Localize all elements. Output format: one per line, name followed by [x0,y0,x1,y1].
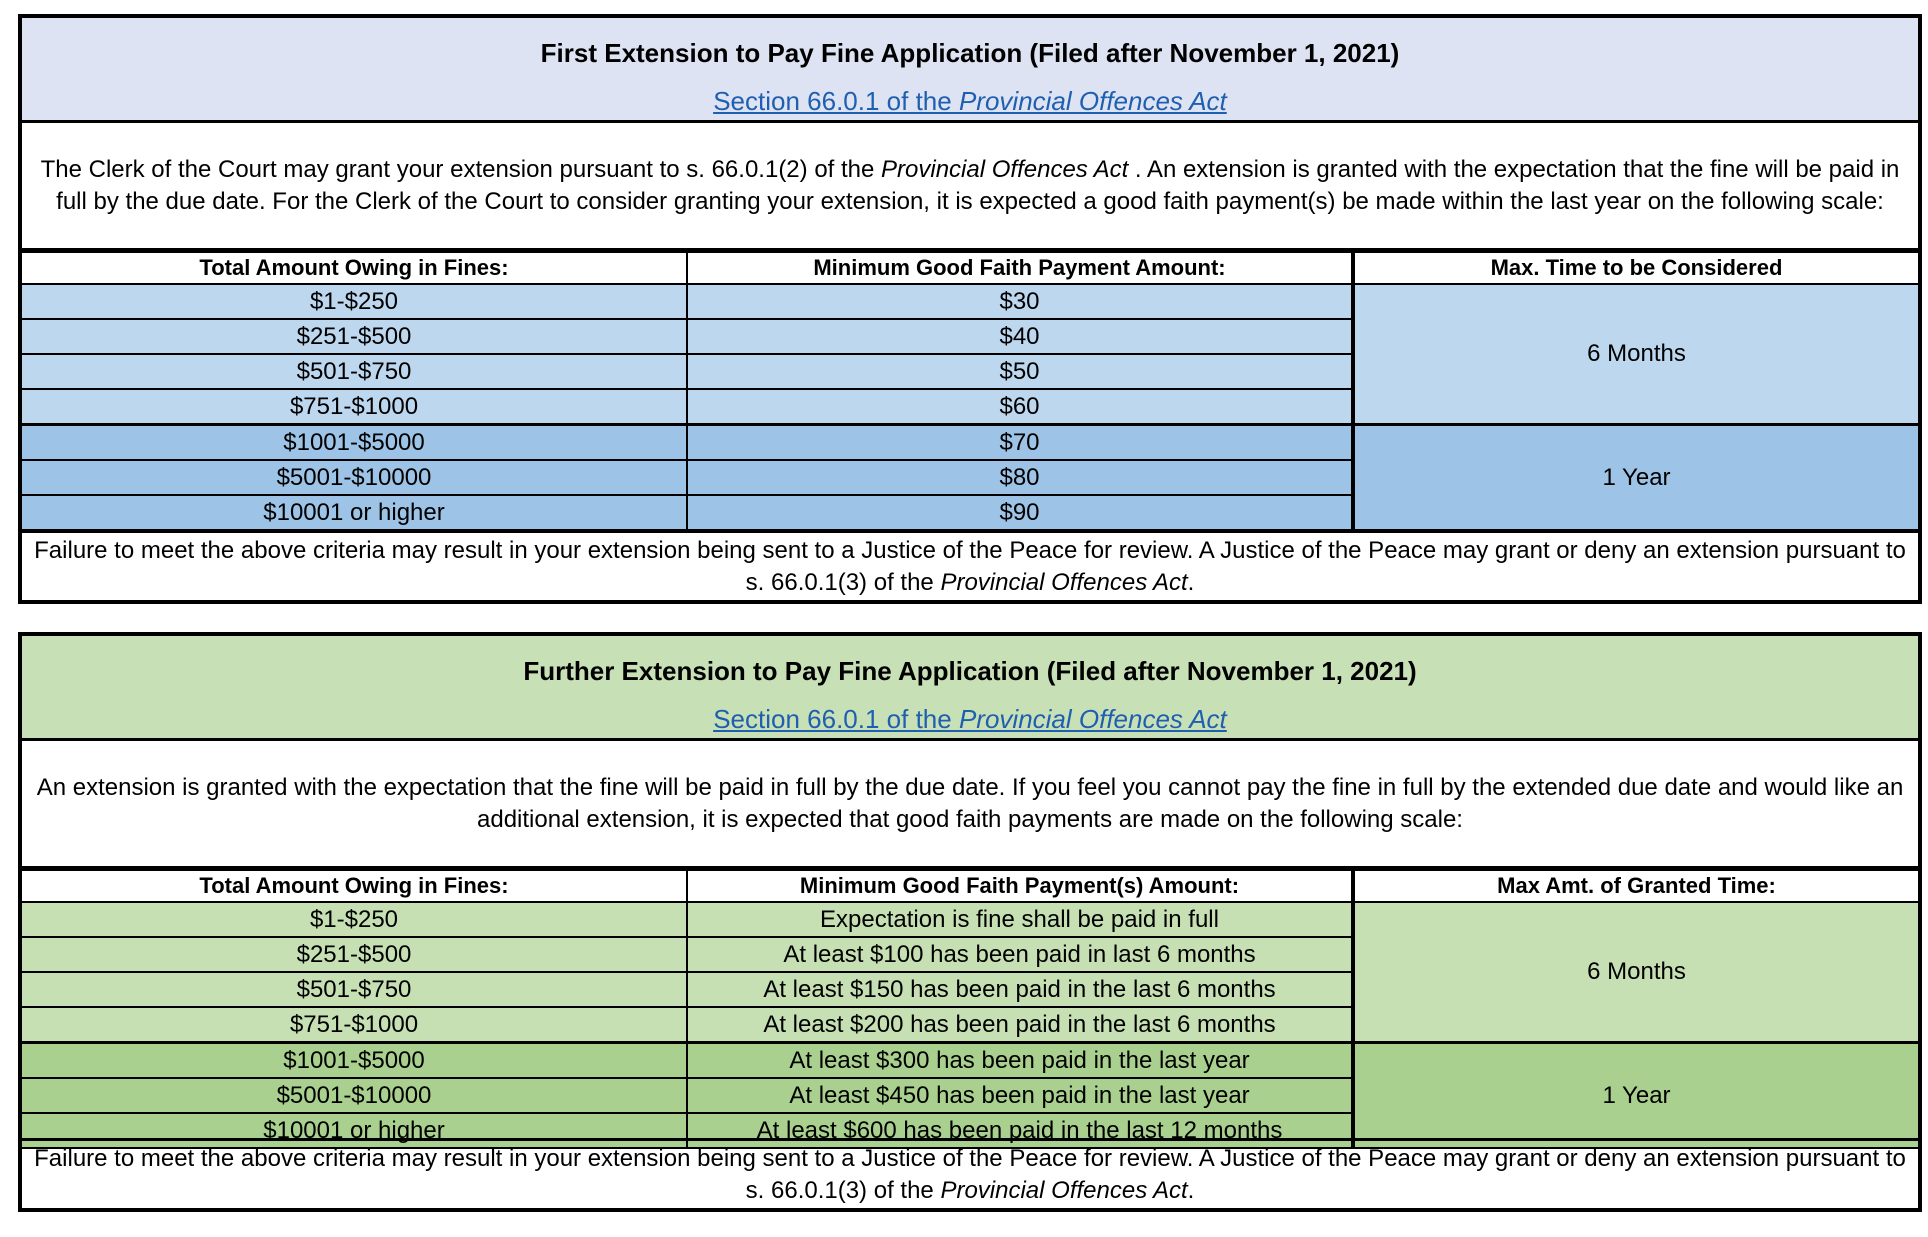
time-cell-group1: 6 Months [1353,902,1918,1043]
first-extension-title: First Extension to Pay Fine Application (Filed after November 1, 2021) [540,38,1400,68]
first-intro-act: Provincial Offences Act [881,155,1129,183]
column-header-time: Max Amt. of Granted Time: [1353,870,1918,902]
further-link-text: Section 66.0.1 of the [713,704,959,734]
table-row [22,284,1918,319]
column-header-total: Total Amount Owing in Fines: [22,252,687,284]
payment-cell: $40 [687,319,1353,354]
table-row [22,1043,1918,1079]
total-cell: $5001-$10000 [22,460,687,495]
payment-cell: At least $600 has been paid in the last 12 months [687,1113,1353,1148]
payment-cell: Expectation is fine shall be paid in full [687,902,1353,937]
payment-cell: $50 [687,354,1353,389]
further-footer-part-b: . [1187,1176,1195,1204]
total-cell: $10001 or higher [22,1113,687,1148]
first-extension-header [22,18,1918,123]
first-link-text: Section 66.0.1 of the [713,86,959,116]
further-footer-part-a: Failure to meet the above criteria may result in your extension being sent to a Justice of the Peace for review. A Justice of the Peace may grant or deny an extension pursuant to s. 66.0.1(3) of the [34,1144,1906,1204]
table-header-row [22,252,1918,284]
column-header-time: Max. Time to be Considered [1353,252,1918,284]
further-extension-panel [18,632,1922,1212]
total-cell: $251-$500 [22,937,687,972]
total-cell: $501-$750 [22,972,687,1007]
table-header-row [22,870,1918,902]
total-cell: $1-$250 [22,284,687,319]
payment-cell: $80 [687,460,1353,495]
further-extension-title: Further Extension to Pay Fine Application (Filed after November 1, 2021) [523,656,1417,686]
first-intro-part-b: . An extension is granted with the expectation that the fine will be paid in full by the due date. For the Clerk of the Court to consider granting your extension, it is expected a good faith payment(s) be made within the last year on the following scale: [56,155,1900,215]
column-header-payment: Minimum Good Faith Payment(s) Amount: [687,870,1353,902]
total-cell: $501-$750 [22,354,687,389]
column-header-payment: Minimum Good Faith Payment Amount: [687,252,1353,284]
further-footer-act: Provincial Offences Act [940,1176,1188,1204]
first-extension-footer [22,530,1918,600]
total-cell: $1-$250 [22,902,687,937]
first-extension-scale-table [22,251,1918,531]
first-extension-section-link[interactable] [22,86,1918,117]
payment-cell: At least $200 has been paid in the last 6 months [687,1007,1353,1043]
payment-cell: $90 [687,495,1353,530]
payment-cell: $70 [687,425,1353,461]
payment-cell: At least $300 has been paid in the last year [687,1043,1353,1079]
time-cell-group2: 1 Year [1353,1043,1918,1149]
table-row [22,425,1918,461]
first-footer-part-a: Failure to meet the above criteria may result in your extension being sent to a Justice of the Peace for review. A Justice of the Peace may grant or deny an extension pursuant to s. 66.0.1(3) of the [34,536,1906,596]
payment-cell: $60 [687,389,1353,425]
first-footer-part-b: . [1187,568,1195,596]
total-cell: $10001 or higher [22,495,687,530]
total-cell: $1001-$5000 [22,1043,687,1079]
total-cell: $751-$1000 [22,1007,687,1043]
column-header-total: Total Amount Owing in Fines: [22,870,687,902]
first-link-act: Provincial Offences Act [958,86,1227,116]
total-cell: $5001-$10000 [22,1078,687,1113]
first-intro-part-a: The Clerk of the Court may grant your extension pursuant to s. 66.0.1(2) of the [40,155,882,183]
further-extension-scale-table [22,869,1918,1149]
time-cell-group2: 1 Year [1353,425,1918,531]
further-link-act: Provincial Offences Act [958,704,1227,734]
payment-cell: $30 [687,284,1353,319]
total-cell: $1001-$5000 [22,425,687,461]
further-extension-intro [22,741,1918,869]
total-cell: $751-$1000 [22,389,687,425]
further-extension-section-link[interactable] [22,704,1918,735]
further-intro-text: An extension is granted with the expectation that the fine will be paid in full by the due date. If you feel you cannot pay the fine in full by the extended due date and would like an additional extension, it is expected that good faith payments are made on the following scale: [36,773,1904,833]
payment-cell: At least $150 has been paid in the last 6 months [687,972,1353,1007]
payment-cell: At least $450 has been paid in the last year [687,1078,1353,1113]
time-cell-group1: 6 Months [1353,284,1918,425]
first-extension-intro [22,123,1918,251]
further-extension-header [22,636,1918,741]
first-footer-act: Provincial Offences Act [940,568,1188,596]
total-cell: $251-$500 [22,319,687,354]
further-extension-footer [22,1138,1918,1208]
payment-cell: At least $100 has been paid in last 6 months [687,937,1353,972]
first-extension-panel [18,14,1922,604]
table-row [22,902,1918,937]
